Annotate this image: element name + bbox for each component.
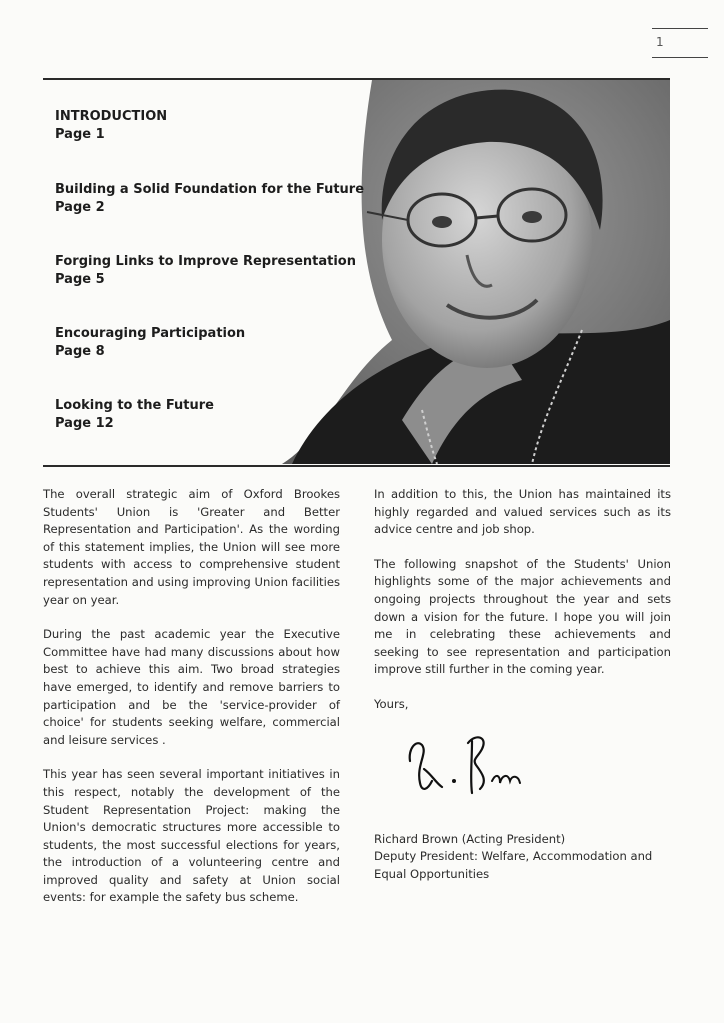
- toc-entry-future[interactable]: [55, 397, 375, 433]
- body-column-right: [374, 486, 671, 883]
- toc-entry-representation[interactable]: [55, 253, 375, 289]
- toc-page: Page 5: [55, 272, 105, 287]
- page-number: 1: [656, 35, 664, 49]
- toc-title: INTRODUCTION: [55, 109, 168, 124]
- closing-salutation: Yours,: [374, 696, 409, 711]
- toc-title: Forging Links to Improve Representation: [55, 254, 356, 269]
- toc-page: Page 2: [55, 200, 105, 215]
- body-paragraph: The following snapshot of the Students' Union highlights some of the major achievements and ongoing projects throughout the year and sets down a vision for the future. I hope you will join me in celebrating these achievements and seeking to see representation and participation improve still further in the coming year.: [374, 556, 671, 677]
- section-divider: [43, 465, 670, 467]
- toc-page: Page 12: [55, 416, 114, 431]
- toc-entry-introduction[interactable]: [55, 108, 375, 144]
- page-number-box: [652, 28, 708, 58]
- signature-graphic: [402, 731, 542, 801]
- toc-page: Page 8: [55, 344, 105, 359]
- signatory-block: [374, 831, 671, 884]
- body-paragraph: In addition to this, the Union has maintained its highly regarded and valued services such as its advice centre and job shop.: [374, 487, 671, 537]
- signatory-role: Deputy President: Welfare, Accommodation and: [374, 849, 653, 864]
- body-column-left: [43, 486, 340, 924]
- body-paragraph: This year has seen several important initiatives in this respect, notably the development of the Student Representation Project: making the Union's democratic structures more accessible to students, the most successful elections for years, the introduction of a volunteering centre and improved quality and safety at Union social events: for example the safety bus scheme.: [43, 767, 340, 905]
- signatory-role-continued: Equal Opportunities: [374, 866, 490, 881]
- handwritten-signature: [402, 731, 542, 801]
- toc-entry-foundation[interactable]: [55, 181, 375, 217]
- body-paragraph: During the past academic year the Executive Committee have had many discussions about how best to achieve this aim. Two broad strategies have emerged, to identify and remove barriers to participation and be the 'service-provider of choice' for students seeking welfare, commercial and leisure services .: [43, 627, 340, 747]
- body-paragraph: The overall strategic aim of Oxford Brookes Students' Union is 'Greater and Better Representation and Participation'. As the wording of this statement implies, the Union will see more students with access to comprehensive student representation and using improving Union facilities year on year.: [43, 487, 340, 607]
- signatory-name: Richard Brown (Acting President): [374, 831, 566, 846]
- toc-title: Encouraging Participation: [55, 326, 246, 341]
- toc-title: Building a Solid Foundation for the Future: [55, 182, 365, 197]
- toc-page: Page 1: [55, 127, 105, 142]
- toc-entry-participation[interactable]: [55, 325, 375, 361]
- toc-title: Looking to the Future: [55, 398, 215, 413]
